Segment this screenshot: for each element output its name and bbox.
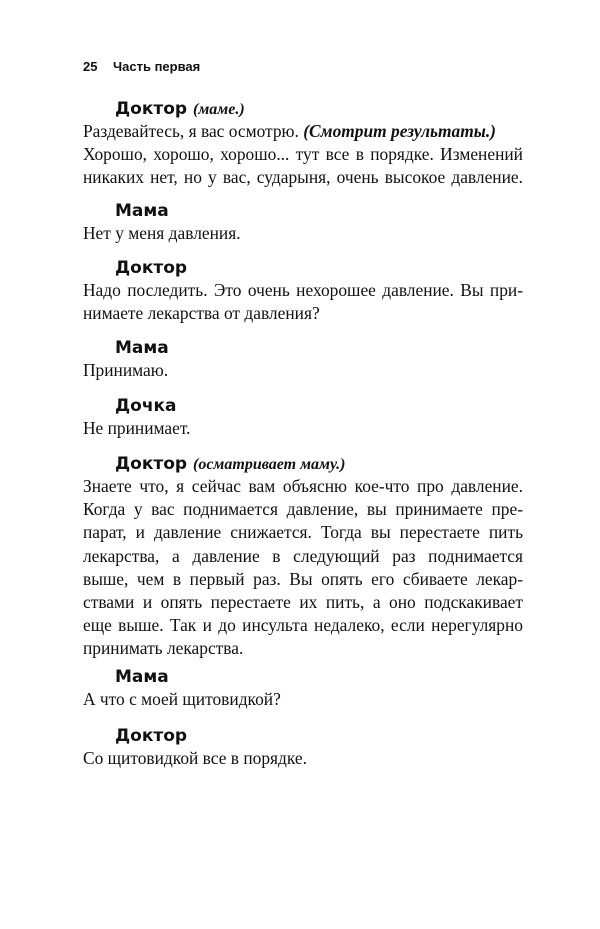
speaker-name: Мама	[115, 338, 169, 358]
dialogue-block	[83, 98, 523, 190]
dialogue-line: Хорошо, хорошо, хорошо... тут все в порядке. Изменений	[83, 144, 523, 165]
dialogue-line: лекарства, а давление в следующий раз поднимается	[83, 545, 523, 566]
dialogue-line: Когда у вас поднимается давление, вы принимаете пре-	[83, 499, 523, 520]
speaker-label: Доктор	[115, 99, 188, 119]
dialogue-line: никаких нет, но у вас, сударыня, очень высокое давление.	[83, 167, 523, 188]
dialogue-line: Нет у меня давления.	[83, 223, 241, 243]
speaker-name: Доктор	[115, 726, 188, 746]
speaker-name	[115, 453, 523, 475]
speaker-label: Доктор	[115, 454, 188, 474]
dialogue-line: выше, чем в первый раз. Вы опять его сбиваете лекар-	[83, 568, 523, 589]
speaker-name: Мама	[115, 201, 169, 221]
page-number: 25	[83, 59, 98, 74]
speaker-name: Дочка	[115, 396, 177, 416]
dialogue-block	[83, 725, 523, 770]
dialogue-block	[83, 257, 523, 325]
stage-direction: (осматривает маму.)	[192, 456, 346, 473]
dialogue-line: нимаете лекарства от давления?	[83, 303, 320, 324]
dialogue-line: Со щитовидкой все в порядке.	[83, 748, 307, 768]
dialogue-block	[83, 395, 523, 440]
dialogue-line: еще выше. Так и до инсульта недалеко, если нерегулярно	[83, 615, 523, 636]
dialogue-line: А что с моей щитовидкой?	[83, 689, 281, 709]
dialogue-line: принимать лекарства.	[83, 638, 244, 659]
speaker-name: Доктор	[115, 258, 188, 278]
dialogue-block	[83, 200, 523, 245]
line-text: Раздевайтесь, я вас осмотрю.	[83, 121, 299, 141]
section-title: Часть первая	[113, 59, 201, 74]
dialogue-line: Не принимает.	[83, 418, 191, 438]
speaker-name	[115, 98, 523, 120]
dialogue-block	[83, 453, 523, 661]
dialogue-line: Знаете что, я сейчас вам объясню кое-что про давление.	[83, 476, 523, 496]
stage-direction: (маме.)	[192, 101, 245, 118]
inline-stage-direction: (Смотрит результаты.)	[303, 121, 496, 141]
dialogue-line: Принимаю.	[83, 360, 169, 380]
dialogue-block	[83, 337, 523, 382]
dialogue-line: парат, и давление снижается. Тогда вы перестаете пить	[83, 522, 523, 543]
speaker-name: Мама	[115, 667, 169, 687]
dialogue-block	[83, 666, 523, 711]
dialogue-line	[83, 120, 523, 143]
dialogue-line: ствами и опять перестаете их пить, а оно подскакивает	[83, 591, 523, 612]
dialogue-line: Надо последить. Это очень нехорошее давление. Вы при-	[83, 280, 523, 300]
running-head	[83, 59, 200, 74]
